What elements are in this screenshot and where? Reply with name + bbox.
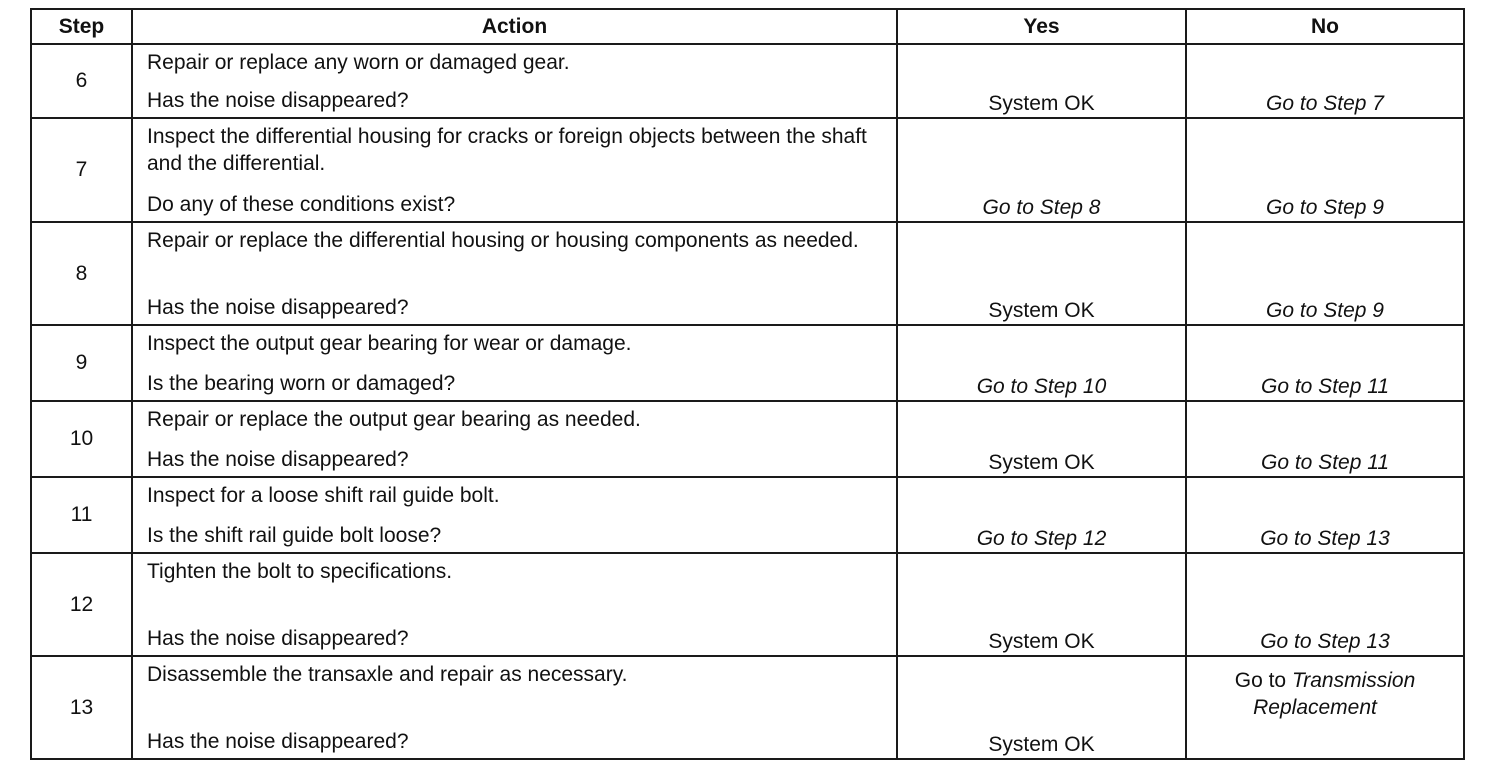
no-result: Go to Step 13 (1186, 553, 1464, 656)
action-text: Repair or replace the output gear bearing as needed. (147, 408, 641, 431)
yes-result: Go to Step 10 (897, 325, 1186, 401)
action-question: Has the noise disappeared? (147, 448, 409, 471)
table-row (31, 553, 1464, 656)
action-cell (132, 325, 897, 401)
header-no: No (1186, 9, 1464, 44)
table-row (31, 44, 1464, 118)
no-result: Go to Step 11 (1186, 325, 1464, 401)
action-cell (132, 222, 897, 325)
header-yes: Yes (897, 9, 1186, 44)
action-cell (132, 118, 897, 222)
table-row (31, 656, 1464, 759)
step-number: 9 (31, 325, 132, 401)
table-row (31, 222, 1464, 325)
yes-result: Go to Step 12 (897, 477, 1186, 553)
no-result: Go to Step 11 (1186, 401, 1464, 477)
yes-result: System OK (897, 222, 1186, 325)
yes-result: System OK (897, 44, 1186, 118)
no-result: Go to Step 9 (1186, 222, 1464, 325)
step-number: 13 (31, 656, 132, 759)
step-number: 6 (31, 44, 132, 118)
diagnostic-table (30, 8, 1465, 760)
no-result: Go to Step 13 (1186, 477, 1464, 553)
action-question: Has the noise disappeared? (147, 730, 409, 753)
no-result: Go to Step 9 (1186, 118, 1464, 222)
action-question: Has the noise disappeared? (147, 296, 409, 319)
table-row (31, 325, 1464, 401)
action-text: Disassemble the transaxle and repair as necessary. (147, 663, 628, 686)
step-number: 8 (31, 222, 132, 325)
action-text: Repair or replace any worn or damaged gear. (147, 51, 570, 74)
action-question: Is the bearing worn or damaged? (147, 372, 456, 395)
action-text: Inspect for a loose shift rail guide bolt. (147, 484, 500, 507)
header-step: Step (31, 9, 132, 44)
action-question: Has the noise disappeared? (147, 627, 409, 650)
step-number: 7 (31, 118, 132, 222)
action-cell (132, 44, 897, 118)
action-text: Inspect the differential housing for cracks or foreign objects between the shaft and the differential. (147, 125, 867, 175)
action-cell (132, 477, 897, 553)
header-action: Action (132, 9, 897, 44)
no-result (1186, 656, 1464, 759)
step-number: 10 (31, 401, 132, 477)
yes-result: Go to Step 8 (897, 118, 1186, 222)
no-result: Go to Step 7 (1186, 44, 1464, 118)
no-goto-prefix: Go to Transmission (1234, 669, 1416, 692)
action-question: Is the shift rail guide bolt loose? (147, 524, 442, 547)
table-row (31, 118, 1464, 222)
no-goto-target: Replacement (1253, 696, 1377, 719)
step-number: 11 (31, 477, 132, 553)
yes-result: System OK (897, 553, 1186, 656)
no-goto-target-first: Transmission (1291, 669, 1416, 692)
action-text: Repair or replace the differential housing or housing components as needed. (147, 229, 859, 252)
action-cell (132, 401, 897, 477)
action-cell (132, 656, 897, 759)
yes-result: System OK (897, 656, 1186, 759)
step-number: 12 (31, 553, 132, 656)
action-text: Inspect the output gear bearing for wear or damage. (147, 332, 632, 355)
action-text: Tighten the bolt to specifications. (147, 560, 453, 583)
action-question: Has the noise disappeared? (147, 89, 409, 112)
yes-result: System OK (897, 401, 1186, 477)
header-row (31, 9, 1464, 44)
table-row (31, 477, 1464, 553)
action-question: Do any of these conditions exist? (147, 193, 456, 216)
table-row (31, 401, 1464, 477)
action-cell (132, 553, 897, 656)
